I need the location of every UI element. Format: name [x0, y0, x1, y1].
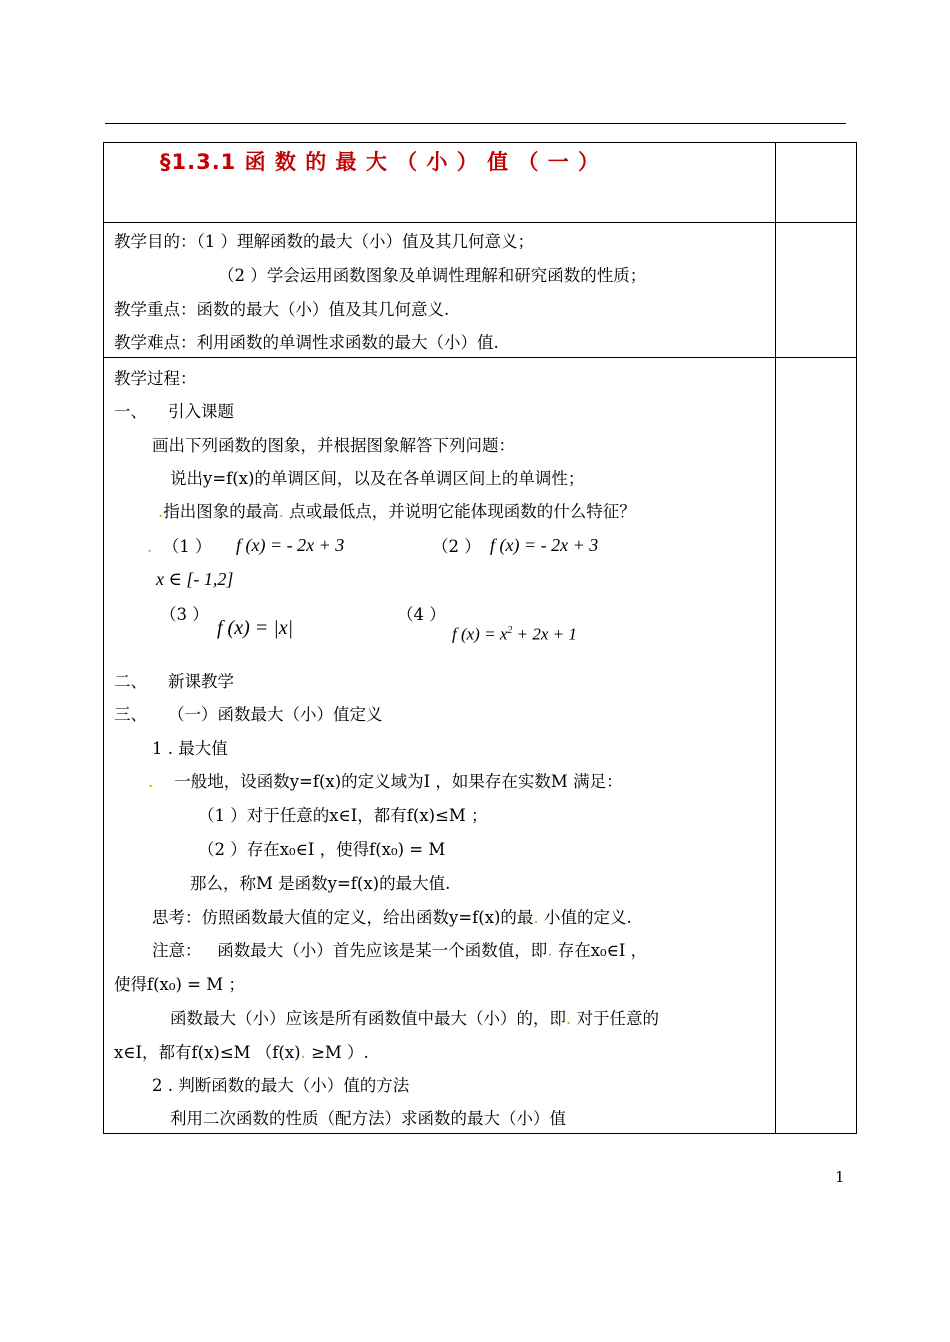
- function-1-label: . （1 ）: [147, 537, 212, 556]
- max-value-heading: 1 . 最大值: [152, 739, 228, 758]
- objective-line-1: 教学目的：（1 ）理解函数的最大（小）值及其几何意义；: [114, 232, 534, 251]
- domain-expression: x ∈ [- 1,2]: [156, 569, 234, 589]
- mark-dot: .: [566, 1009, 572, 1028]
- definition-intro: . 一般地，设函数y=f(x)的定义域为I ，如果存在实数M 满足：: [148, 772, 623, 791]
- definition-conclusion: 那么，称M 是函数y=f(x)的最大值.: [190, 874, 451, 893]
- method-heading: 2 . 判断函数的最大（小）值的方法: [152, 1076, 410, 1095]
- mark-dot: .: [147, 537, 153, 556]
- section-two-heading: 二、 新课教学: [114, 672, 234, 691]
- note-paragraph: 注意： 函数最大（小）首先应该是某一个函数值，即. 存在x₀∈I ，: [152, 941, 648, 960]
- table-row-divider: [103, 222, 857, 223]
- mark-dot: .: [300, 1043, 306, 1062]
- process-heading: 教学过程：: [114, 369, 197, 388]
- document-title: §1.3.1 函 数 的 最 大 （ 小 ） 值 （ 一 ）: [160, 150, 601, 174]
- function-3-label: （3 ）: [160, 605, 209, 624]
- paragraph: 画出下列函数的图象，并根据图象解答下列问题：: [152, 436, 515, 455]
- think-prompt: 思考：仿照函数最大值的定义，给出函数y=f(x)的最. 小值的定义.: [152, 908, 632, 927]
- note-2-continuation: x∈I，都有f(x)≤M （f(x). ≥M ）.: [114, 1043, 369, 1062]
- function-2-label: （2 ）: [432, 537, 481, 556]
- mark-dot: .: [148, 772, 154, 791]
- note-2-paragraph: 函数最大（小）应该是所有函数值中最大（小）的，即. 对于任意的: [170, 1009, 659, 1028]
- paragraph: .指出图象的最高. 点或最低点，并说明它能体现函数的什么特征？: [158, 502, 636, 521]
- page-number: 1: [835, 1168, 845, 1186]
- function-3: f (x) = |x|: [217, 617, 294, 639]
- mark-dot: .: [278, 502, 284, 521]
- section-three-heading: 三、 （一）函数最大（小）值定义: [114, 705, 383, 724]
- section-one-heading: 一、 引入课题: [114, 402, 234, 421]
- function-4: f $(x) = x^2 + 2x + 1$: [452, 624, 577, 644]
- objective-line-2: （2 ）学会运用函数图象及单调性理解和研究函数的性质；: [218, 266, 647, 285]
- mark-dot: .: [533, 908, 539, 927]
- paragraph: 说出y=f(x)的单调区间，以及在各单调区间上的单调性；: [170, 469, 585, 488]
- method-item: 利用二次函数的性质（配方法）求函数的最大（小）值: [170, 1109, 566, 1128]
- condition-2: （2 ）存在x₀∈I ，使得f(x₀) = M: [198, 840, 446, 859]
- mark-dot: .: [547, 941, 553, 960]
- condition-1: （1 ）对于任意的x∈I，都有f(x)≤M ；: [198, 806, 488, 825]
- mark-dot: .: [158, 502, 164, 521]
- difficulty: 教学难点：利用函数的单调性求函数的最大（小）值.: [114, 333, 499, 352]
- note-continuation: 使得f(x₀) = M ；: [114, 975, 245, 994]
- header-rule: [105, 123, 846, 124]
- key-point: 教学重点：函数的最大（小）值及其几何意义.: [114, 300, 450, 319]
- function-1: f (x) = - 2x + 3: [236, 535, 345, 555]
- table-column-divider: [775, 142, 776, 1134]
- function-2: f (x) = - 2x + 3: [490, 535, 599, 555]
- table-row-divider: [103, 357, 857, 358]
- function-4-label: （4 ）: [397, 605, 446, 624]
